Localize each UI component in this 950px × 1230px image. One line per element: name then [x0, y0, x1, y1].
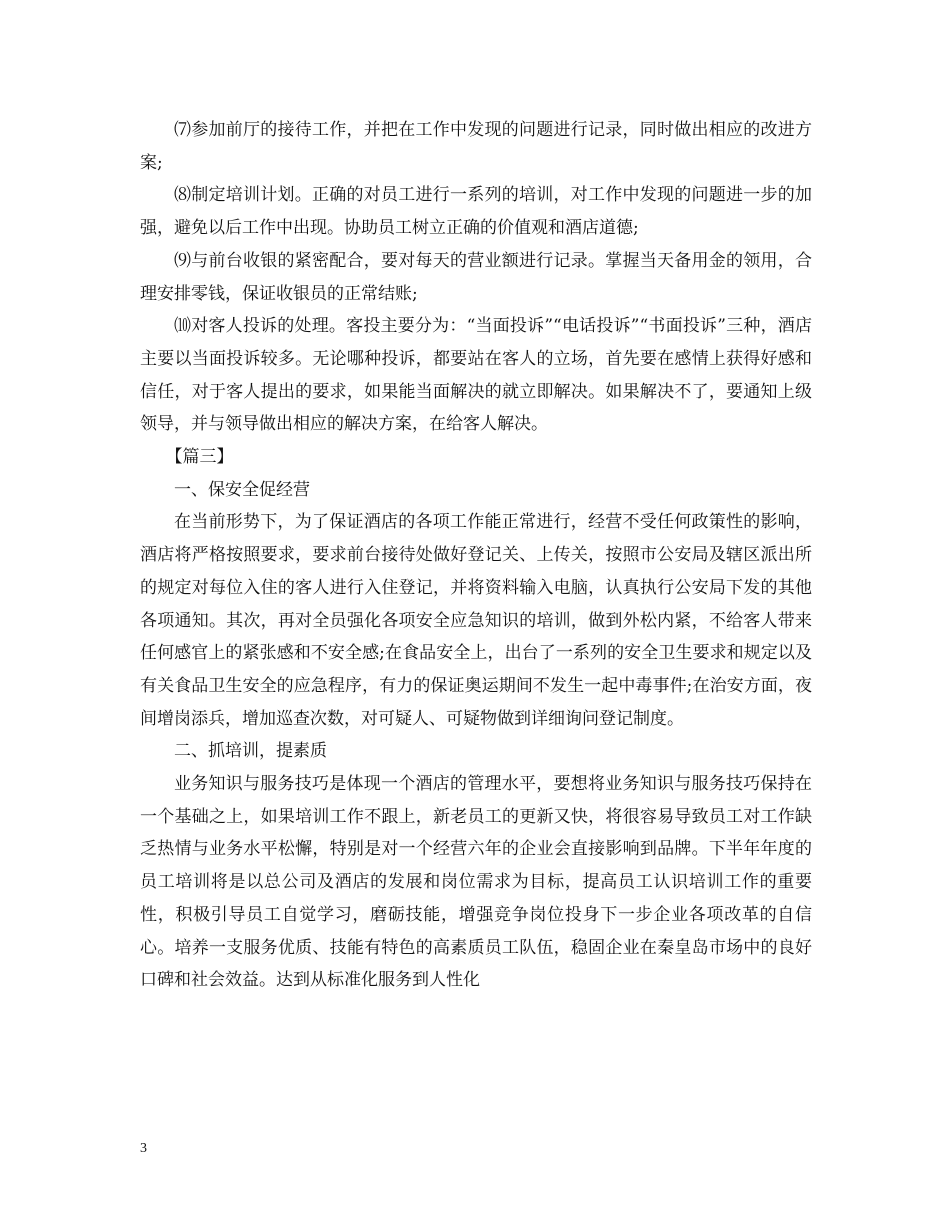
- paragraph-item-9: ⑼与前台收银的紧密配合，要对每天的营业额进行记录。掌握当天备用金的领用，合理安排零钱，保证收银员的正常结账;: [140, 250, 812, 304]
- paragraph-item-7: ⑺参加前厅的接待工作，并把在工作中发现的问题进行记录，同时做出相应的改进方案;: [140, 120, 812, 173]
- paragraph-item-10: ⑽对客人投诉的处理。客投主要分为：“当面投诉”“电话投诉”“书面投诉”三种，酒店主要以当面投诉较多。无论哪种投诉，都要站在客人的立场，首先要在感情上获得好感和信任，对于客人提出的要求，如果能当面解决的就立即解决。如果解决不了，要通知上级领导，并与领导做出相应的解决方案，在给客人解决。: [140, 316, 812, 435]
- page-number: 3: [140, 1141, 147, 1156]
- document-body: [140, 114, 812, 997]
- paragraph-security: 在当前形势下，为了保证酒店的各项工作能正常进行，经营不受任何政策性的影响，酒店将严格按照要求，要求前台接待处做好登记关、上传关，按照市公安局及辖区派出所的规定对每位入住的客人进行入住登记，并将资料输入电脑，认真执行公安局下发的其他各项通知。其次，再对全员强化各项安全应急知识的培训，做到外松内紧，不给客人带来任何感官上的紧张感和不安全感;在食品安全上，出台了一系列的安全卫生要求和规定以及有关食品卫生安全的应急程序，有力的保证奥运期间不发生一起中毒事件;在治安方面，夜间增岗添兵，增加巡查次数，对可疑人、可疑物做到详细询问登记制度。: [140, 512, 812, 729]
- heading-security: 一、保安全促经营: [174, 479, 310, 500]
- heading-training: 二、抓培训，提素质: [174, 741, 327, 762]
- paragraph-training: 业务知识与服务技巧是体现一个酒店的管理水平，要想将业务知识与服务技巧保持在一个基础之上，如果培训工作不跟上，新老员工的更新又快，将很容易导致员工对工作缺乏热情与业务水平松懈，特别是对一个经营六年的企业会直接影响到品牌。下半年年度的员工培训将是以总公司及酒店的发展和岗位需求为目标，提高员工认识培训工作的重要性，积极引导员工自觉学习，磨砺技能，增强竞争岗位投身下一步企业各项改革的自信心。培养一支服务优质、技能有特色的高素质员工队伍，稳固企业在秦皇岛市场中的良好口碑和社会效益。达到从标准化服务到人性化: [140, 774, 812, 991]
- section-title: 【篇三】: [165, 447, 234, 468]
- paragraph-item-8: ⑻制定培训计划。正确的对员工进行一系列的培训，对工作中发现的问题进一步的加强，避免以后工作中出现。协助员工树立正确的价值观和酒店道德;: [140, 185, 812, 239]
